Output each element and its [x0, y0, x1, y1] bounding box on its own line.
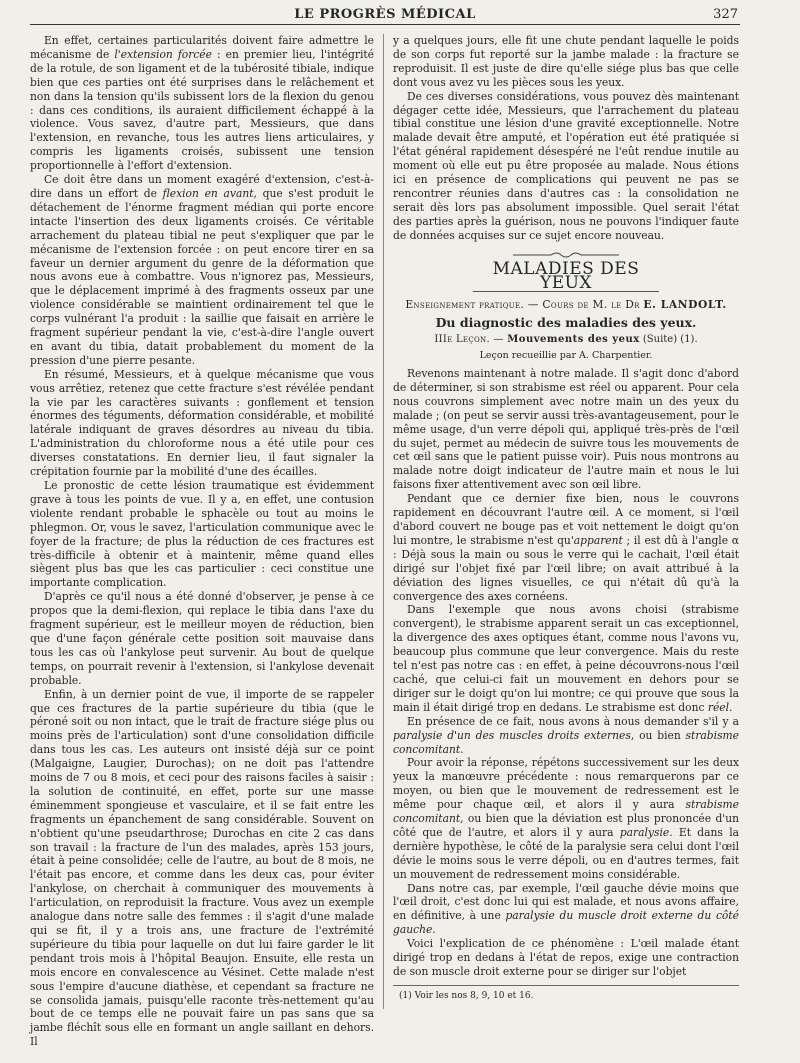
paragraph: Dans notre cas, par exemple, l'œil gauche dévie moins que l'œil droit, c'est donc lui qui est malade, et nous avons affaire, en définitive, à une paralysie du muscle droit externe du côté gauche. — [393, 881, 739, 937]
lesson-credit: Leçon recueillie par A. Charpentier. — [479, 350, 653, 362]
page-number: 327 — [713, 7, 738, 22]
paragraph: Enfin, à un dernier point de vue, il importe de se rappeler que ces fractures de la partie supérieure du tibia (que le péroné soit ou non intact, que le trait de fracture siége plus ou moins près de l'articulation) sont d'une consolidation difficile dans tous les cas. Les auteurs ont insisté déjà sur ce point (Malgaigne, Laugier, Durochas); on ne doit pas l'attendre moins de 7 ou 8 mois, et ceci pour des raisons faciles à saisir : la solution de continuité, en effet, porte sur une masse éminemment spongieuse et vasculaire, et il se fait entre les fragments un épanchement de sang considérable. Souvent on n'obtient qu'une pseudarthrose; Durochas en cite 2 cas dans son travail : la fracture de l'un des malades, après 153 jours, était à peine consolidée; celle de l'autre, au bout de 8 mois, ne l'était pas encore, et comme dans les deux cas, pour éviter l'ankylose, on cherchait à communiquer des mouvements à l'articulation, on reproduisit la fracture. Vous avez un exemple analogue dans notre salle des femmes : il s'agit d'une malade qui se fit, il y a trois ans, une fracture de l'extrémité supérieure du tibia pour laquelle on dut lui faire garder le lit pendant trois mois à l'hôpital Beaujon. Ensuite, elle resta un mois encore en convalescence au Vésinet. Cette malade n'est sous l'empire d'aucune diathèse, et cependant sa fracture ne se consolida jamais, puisqu'elle raconte très-nettement qu'au bout de ce temps elle ne pouvait faire un pas sans que sa jambe fléchît sous elle en formant un angle saillant en dehors. Il — [30, 687, 374, 1049]
paragraph: Ce doit être dans un moment exagéré d'extension, c'est-à-dire dans un effort de flexion en avant, que s'est produit le détachement de l'énorme fragment médian qui porte encore intacte l'insertion des deux ligaments croisés. Ce véritable arrachement du plateau tibial ne peut s'expliquer que par le mécanisme de l'extension forcée : on peut encore tirer en sa faveur un dernier argument du genre de la déformation que nous avons eue à combattre. Vous n'ignorez pas, Messieurs, que le déplacement imprimé à des fragments osseux par une violence considérable se maintient ordinairement tel que le corps vulnérant l'a produit : la saillie que faisait en arrière le fragment supérieur pendant la vie, c'est-à-dire l'angle ouvert en avant du tibia, datait probablement du moment de la pression d'une pierre pesante. — [30, 173, 374, 367]
left-column — [30, 34, 374, 1049]
section-title: MALADIES DES YEUX — [473, 263, 659, 293]
footnote-rule — [393, 985, 739, 986]
paragraph: En présence de ce fait, nous avons à nous demander s'il y a paralysie d'un des muscles droits externes, ou bien strabisme concomitant. — [393, 714, 740, 756]
paragraph: Revenons maintenant à notre malade. Il s'agit donc d'abord de déterminer, si son strabisme est réel ou apparent. Pour cela nous couvrons simplement avec notre main un des yeux du malade ; (on peut se servir aussi très-avantageusement, pour le même usage, d'un verre dépoli qui, appliqué très-près de l'œil du sujet, permet au médecin de suivre tous les mouvements de cet œil sans que le patient puisse voir). Puis nous montrons au malade notre doigt indicateur de l'autre main et nous le lui faisons fixer attentivement avec son œil libre. — [393, 367, 739, 492]
page-header — [30, 6, 740, 25]
ornament-divider — [393, 249, 739, 257]
right-column — [393, 34, 739, 1004]
footnote: (1) Voir les nos 8, 9, 10 et 16. — [399, 990, 534, 1001]
paragraph: Pour avoir la réponse, répétons successivement sur les deux yeux la manœuvre précédente : nous remarquerons par ce moyen, ou bien que le mouvement de redressement est le même pour chaque œil, et alors il y aura strabisme concomitant, ou bien que la déviation est plus prononcée d'un côté que de l'autre, et alors il y aura paralysie. Et dans la dernière hypothèse, le côté de la paralysie sera celui dont l'œil dévie le moins sous le verre dépoli, ou en d'autres termes, fait un mouvement de redressement moins considérable. — [393, 756, 739, 881]
paragraph: Pendant que ce dernier fixe bien, nous le couvrons rapidement en découvrant l'autre œil. A ce moment, si l'œil d'abord couvert ne bouge pas et voit nettement le doigt qu'on lui montre, le strabisme n'est qu'apparent ; il est dû à l'angle α : Déjà sous la main ou sous le verre qui le cachait, l'œil était dirigé sur l'objet fixé par l'œil libre; on avait attribué à la déviation des lignes visuelles, ce qui n'était dû qu'à la convergence des axes cornéens. — [393, 492, 739, 603]
paragraph: y a quelques jours, elle fit une chute pendant laquelle le poids de son corps fut reporté sur la jambe malade : la fracture se reproduisit. Il est juste de dire qu'elle siége plus bas que celle dont vous avez vu les pièces sous les yeux. — [393, 34, 739, 89]
section-subtitle: Enseignement pratique. — Cours de M. le Dr E. LANDOLT. — [405, 298, 727, 312]
paragraph: Le pronostic de cette lésion traumatique est évidemment grave à tous les points de vue. Il y a, en effet, une contusion violente rendant probable le sphacèle ou tout au moins le phlegmon. Or, vous le savez, l'articulation communique avec le foyer de la fracture; de plus la réduction de ces fractures est très-difficile à obtenir et à maintenir, même quand elles siègent plus bas que les cas particulier : ceci constitue une importante complication. — [30, 479, 374, 590]
paragraph: En résumé, Messieurs, et à quelque mécanisme que vous vous arrêtiez, retenez que cette fracture s'est révélée pendant la vie par les caractères suivants : gonflement et tension énormes des téguments, déformation considérable, et mobilité latérale indiquant de graves désordres au niveau du tibia. L'administration du chloroforme nous a été utile pour ces diverses constatations. En dernier lieu, il faut signaler la crépitation fournie par la mobilité d'une des écailles. — [30, 367, 374, 479]
paragraph: Dans l'exemple que nous avons choisi (strabisme convergent), le strabisme apparent serait un cas exceptionnel, la divergence des axes optiques étant, comme nous l'avons vu, beaucoup plus commune que leur convergence. Mais du reste tel n'est pas notre cas : en effet, à peine découvrons-nous l'œil caché, que celui-ci fait un mouvement en dehors pour se diriger sur le doigt qu'on lui montre; ce qui prouve que sous la main il était dirigé trop en dedans. Le strabisme est donc réel. — [393, 603, 739, 714]
paragraph: Voici l'explication de ce phénomène : L'œil malade étant dirigé trop en dedans à l'état de repos, exige une contraction de son muscle droit externe pour se diriger sur l'objet — [393, 937, 739, 978]
paragraph: En effet, certaines particularités doivent faire admettre le mécanisme de l'extension forcée : en premier lieu, l'intégrité de la rotule, de son ligament et de la tubérosité tibiale, indique bien que ces parties ont été surprises dans le relâchement et non dans la tension qu'ils subissent lors de la flexion du genou : dans ces conditions, ils auraient difficilement échappé à la violence. Vous savez, d'autre part, Messieurs, que dans l'extension, en revanche, tous les autres liens articulaires, y compris les ligaments croisés, subissent une tension proportionnelle à l'effort d'extension. — [30, 34, 375, 173]
article-title: Du diagnostic des maladies des yeux. — [435, 315, 697, 331]
lesson-line: IIIe Leçon. — Mouvements des yeux (Suite) (1). — [434, 334, 698, 346]
flourish-icon — [511, 251, 621, 259]
paragraph: De ces diverses considérations, vous pouvez dès maintenant dégager cette idée, Messieurs, que l'arrachement du plateau tibial constitue une lésion d'une gravité exceptionnelle. Notre malade devait être amputé, et l'opération eut été pratiquée si l'état général rapidement désespéré ne l'eût rendue inutile au moment où elle eut pu être proposée au malade. Nous étions ici en présence de complications qui peuvent ne pas se rencontrer réunies dans d'autres cas : la consolidation ne serait dès lors pas absolument impossible. Quel serait l'état des parties après la guérison, nous ne pouvons l'indiquer faute de données acquises sur ce sujet encore nouveau. — [393, 89, 739, 242]
paragraph: D'après ce qu'il nous a été donné d'observer, je pense à ce propos que la demi-flexion, qui replace le tibia dans l'axe du fragment supérieur, est le meilleur moyen de réduction, bien que d'une façon générale cette position soit mauvaise dans tous les cas où l'ankylose peut survenir. Au bout de quelque temps, on pourrait revenir à l'extension, si l'ankylose devenait probable. — [30, 590, 374, 687]
journal-title: LE PROGRÈS MÉDICAL — [294, 7, 476, 22]
column-divider — [383, 34, 384, 1009]
